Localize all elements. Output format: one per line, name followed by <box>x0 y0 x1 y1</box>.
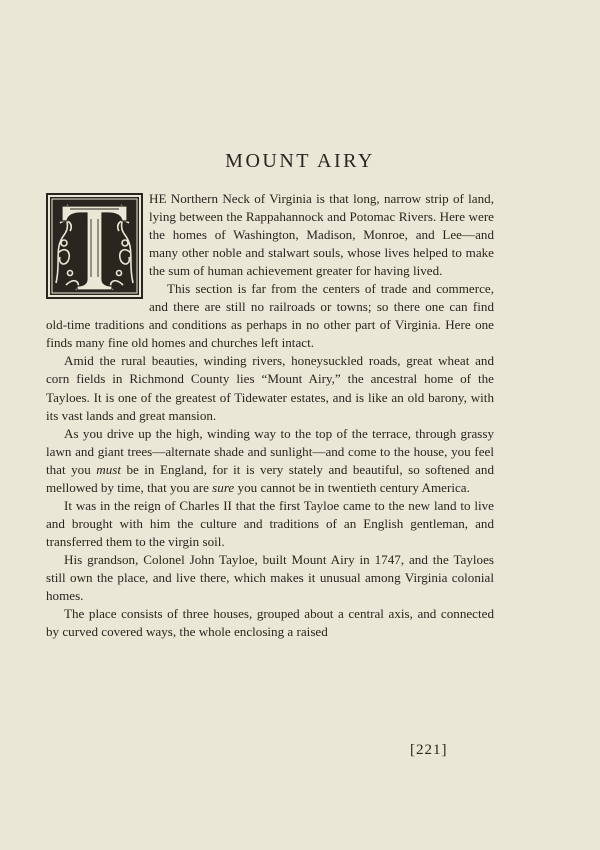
text-run: His grandson, Colonel John Tayloe, built Mount Airy in 1747, and the Tayloes still own the place, and live there, which makes it unusual among Virginia colonial homes. <box>46 551 494 604</box>
page-title: MOUNT AIRY <box>225 150 375 172</box>
text-run: This section is far from the centers of trade and commerce, and there are still no railroads or towns; so there one can find old-time traditions and conditions as perhaps in no other part of Virginia. Here one finds many fine old homes and churches left intact. <box>46 281 494 351</box>
paragraph <box>46 605 494 641</box>
text-run: be in England, for it is very stately and beautiful, so softened and mellowed by time, that you are <box>46 461 494 495</box>
paragraph <box>46 352 494 424</box>
text-run: The place consists of three houses, grouped about a central axis, and connected by curved covered ways, the whole enclosing a raised <box>46 606 494 640</box>
paragraph <box>46 497 494 551</box>
text-run: you cannot be in twentieth century America. <box>234 479 470 495</box>
paragraph <box>46 425 494 497</box>
page-number: [221] <box>410 742 448 758</box>
italic-text: sure <box>212 479 235 495</box>
text-run: It was in the reign of Charles II that the first Tayloe came to the new land to live and brought with him the culture and traditions of an English gentleman, and transferred them to the virgin soil. <box>46 497 494 549</box>
body-text <box>46 190 494 641</box>
text-run: HE Northern Neck of Virginia is that long, narrow strip of land, lying between the Rappahannock and Potomac Rivers. Here were the homes of Washington, Madison, Monroe, and Lee—and many other noble and stalwart souls, whose lives helped to make the sum of human achievement greater for having lived. <box>149 191 494 279</box>
italic-text: must <box>96 461 121 477</box>
paragraph <box>46 551 494 605</box>
text-run: As you drive up the high, winding way to the top of the terrace, through grassy lawn and giant trees—alternate shade and sunlight—and come to the house, you feel that you <box>46 425 494 477</box>
drop-cap-ornament <box>46 193 143 299</box>
text-run: Amid the rural beauties, winding rivers, honeysuckled roads, great wheat and corn fields in Richmond County lies “Mount Airy,” the ancestral home of the Tayloes. It is one of the greatest of Tidewater estates, and is like an old barony, with its vast lands and great mansion. <box>46 353 494 423</box>
